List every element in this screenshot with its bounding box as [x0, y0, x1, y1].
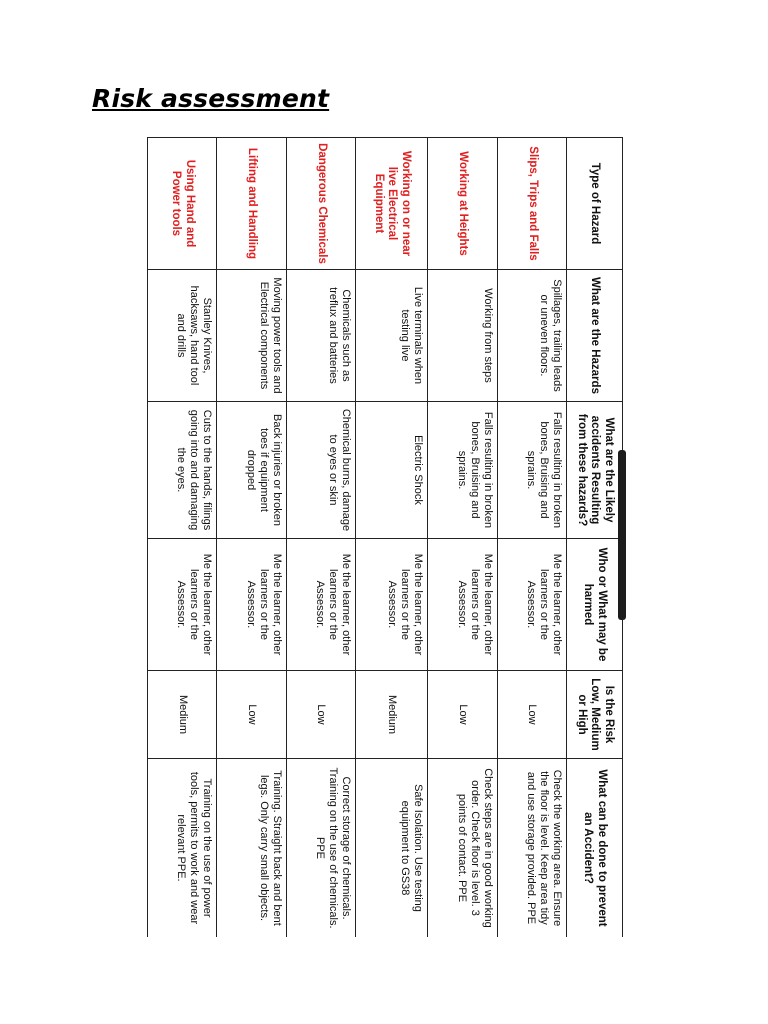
- accidents-cell: Cuts to the hands, filings going into and damaging the eyes.: [148, 402, 217, 539]
- who-cell: Me the learner, other learners or the Assessor.: [286, 539, 355, 671]
- who-cell: Me the learner, other learners or the Assessor.: [217, 539, 286, 671]
- rotated-table-container: [147, 137, 623, 937]
- prevention-cell: Correct storage of chemicals. Training on the use of chemicals. PPE: [286, 759, 355, 938]
- risk-cell: Low: [286, 671, 355, 759]
- hazard-type-cell: Using Hand and Power tools: [148, 138, 217, 270]
- table-row: [356, 138, 428, 938]
- header-type-of-hazard: Type of Hazard: [567, 138, 623, 270]
- risk-cell: Medium: [356, 671, 428, 759]
- table-header-row: [567, 138, 623, 938]
- prevention-cell: Safe Isolation. Use testing equipment to GS38: [356, 759, 428, 938]
- header-hazards: What are the Hazards: [567, 270, 623, 402]
- risk-cell: Low: [428, 671, 497, 759]
- risk-assessment-table: [147, 137, 623, 937]
- hazards-cell: Live terminals when testing live: [356, 270, 428, 402]
- scroll-marker: [618, 450, 626, 620]
- who-cell: Me the learner, other learners or the Assessor.: [428, 539, 497, 671]
- risk-cell: Medium: [148, 671, 217, 759]
- hazard-type-cell: Working at Heights: [428, 138, 497, 270]
- header-prevention: What can be done to prevent an Accident?: [567, 759, 623, 938]
- who-cell: Me the learner, other learners or the Assessor.: [356, 539, 428, 671]
- risk-cell: Low: [497, 671, 566, 759]
- table-row: [497, 138, 566, 938]
- table-row: [428, 138, 497, 938]
- hazards-cell: Moving power tools and Electrical components: [217, 270, 286, 402]
- table-row: [286, 138, 355, 938]
- hazards-cell: Working from steps: [428, 270, 497, 402]
- risk-cell: Low: [217, 671, 286, 759]
- hazard-type-cell: Dangerous Chemicals: [286, 138, 355, 270]
- hazard-type-cell: Working on or near live Electrical Equipment: [356, 138, 428, 270]
- risk-assessment-scan: [147, 137, 623, 937]
- table-row: [148, 138, 217, 938]
- accidents-cell: Falls resulting in broken bones, Bruising and sprains.: [497, 402, 566, 539]
- accidents-cell: Electric Shock: [356, 402, 428, 539]
- who-cell: Me the learner, other learners or the Assessor.: [148, 539, 217, 671]
- header-likely-accidents: What are the Likely accidents Resulting from these hazards?: [567, 402, 623, 539]
- header-risk-level: Is the Risk Low, Medium or High: [567, 671, 623, 759]
- hazards-cell: Stanley Knives, hacksaws, hand tool and drills: [148, 270, 217, 402]
- prevention-cell: Training. Straight back and bent legs. Only carry small objects.: [217, 759, 286, 938]
- accidents-cell: Chemical burns, damage to eyes or skin: [286, 402, 355, 539]
- hazards-cell: Spillages, trailing leads or uneven floors.: [497, 270, 566, 402]
- hazard-type-cell: Lifting and Handling: [217, 138, 286, 270]
- table-row: [217, 138, 286, 938]
- prevention-cell: Training on the use of power tools, permits to work and wear relevant PPE.: [148, 759, 217, 938]
- hazard-type-cell: Slips, Trips and Falls: [497, 138, 566, 270]
- who-cell: Me the learner, other learners or the Assessor.: [497, 539, 566, 671]
- hazards-cell: Chemicals such as treflux and batteries: [286, 270, 355, 402]
- header-who-harmed: Who or What may be harmed: [567, 539, 623, 671]
- prevention-cell: Check steps are in good working order. Check floor is level. 3 points of contact. PPE: [428, 759, 497, 938]
- page-title: Risk assessment: [92, 84, 330, 113]
- accidents-cell: Back injuries or broken toes if equipment dropped: [217, 402, 286, 539]
- accidents-cell: Falls resulting in broken bones, Bruising and sprains.: [428, 402, 497, 539]
- prevention-cell: Check the working area. Ensure the floor is level. Keep area tidy and use storage provided. PPE: [497, 759, 566, 938]
